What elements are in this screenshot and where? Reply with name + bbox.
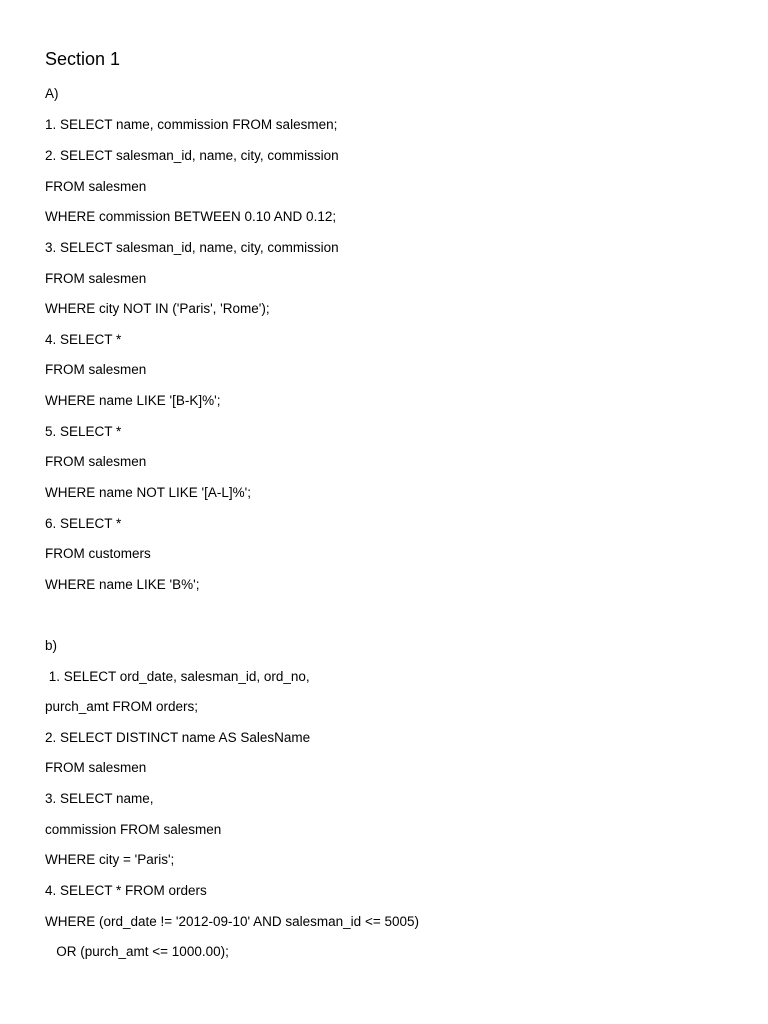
text-line: FROM salesmen bbox=[45, 179, 147, 194]
text-line: 1. SELECT name, commission FROM salesmen; bbox=[45, 117, 338, 132]
text-line: 5. SELECT * bbox=[45, 424, 122, 439]
text-line: WHERE (ord_date != '2012-09-10' AND salesman_id <= 5005) bbox=[45, 914, 419, 929]
text-line: 2. SELECT salesman_id, name, city, commission bbox=[45, 148, 339, 163]
text-line: WHERE city = 'Paris'; bbox=[45, 852, 175, 867]
text-line: 4. SELECT * FROM orders bbox=[45, 883, 207, 898]
text-line: 2. SELECT DISTINCT name AS SalesName bbox=[45, 730, 311, 745]
text-line: 3. SELECT name, bbox=[45, 791, 154, 806]
text-line: 6. SELECT * bbox=[45, 516, 122, 531]
text-line: FROM salesmen bbox=[45, 271, 147, 286]
section-heading: Section 1 bbox=[45, 49, 121, 69]
text-line: FROM salesmen bbox=[45, 760, 147, 775]
text-line: WHERE name NOT LIKE '[A-L]%'; bbox=[45, 485, 251, 500]
subsection-label-b: b) bbox=[45, 638, 58, 653]
text-line: FROM salesmen bbox=[45, 454, 147, 469]
text-line: purch_amt FROM orders; bbox=[45, 699, 199, 714]
text-line: WHERE name LIKE 'B%'; bbox=[45, 577, 200, 592]
text-line: OR (purch_amt <= 1000.00); bbox=[45, 944, 229, 959]
text-line: 1. SELECT ord_date, salesman_id, ord_no, bbox=[45, 669, 310, 684]
text-line: WHERE name LIKE '[B-K]%'; bbox=[45, 393, 221, 408]
text-line: FROM salesmen bbox=[45, 362, 147, 377]
text-line: 4. SELECT * bbox=[45, 332, 122, 347]
text-line: 3. SELECT salesman_id, name, city, commission bbox=[45, 240, 339, 255]
text-line: WHERE commission BETWEEN 0.10 AND 0.12; bbox=[45, 209, 337, 224]
text-line: WHERE city NOT IN ('Paris', 'Rome'); bbox=[45, 301, 270, 316]
subsection-label-a: A) bbox=[45, 86, 59, 101]
text-line: FROM customers bbox=[45, 546, 151, 561]
text-line: commission FROM salesmen bbox=[45, 822, 222, 837]
